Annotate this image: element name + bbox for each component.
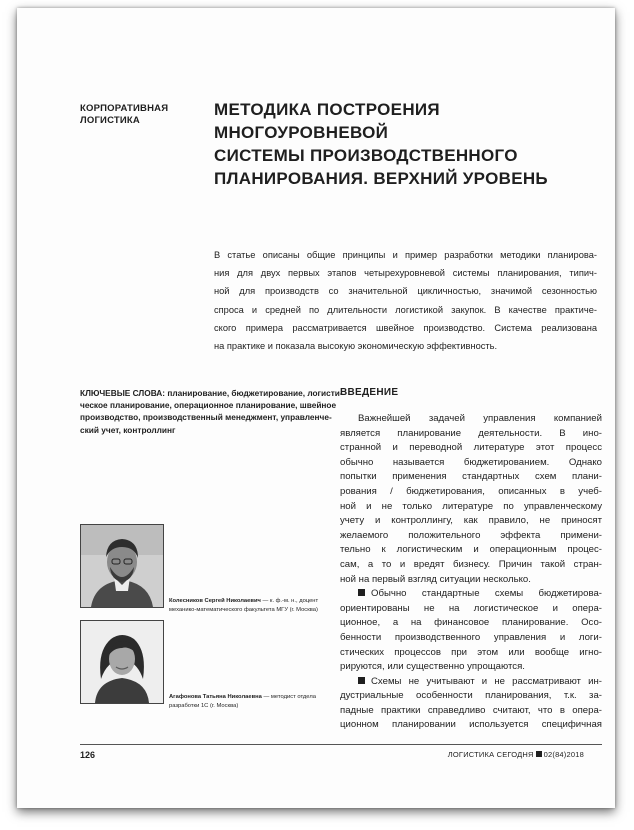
article-title: МЕТОДИКА ПОСТРОЕНИЯ МНОГОУРОВНЕВОЙ СИСТЕМЫ ПРОИЗВОДСТВЕННОГО ПЛАНИРОВАНИЯ. ВЕРХНИЙ УРОВЕНЬ [214, 100, 548, 188]
square-separator-icon [536, 751, 542, 757]
bullet-square-icon [358, 677, 365, 684]
journal-issue: 02(84)2018 [543, 750, 584, 759]
author-photo-agafonova [80, 620, 164, 704]
author-name: Колесников Сергей Николаевич [169, 598, 261, 604]
abstract: В статье описаны общие принципы и пример разработки методики планирова- ния для двух первых этапов четырехуровневой системы планирования, типич- ной для производств со значительной цикличностью, значимой сезонностью спроса и средней по длительности логистикой закупок. В качестве практиче- ского примера рассматривается швейное производство. Система реализована на практике и показала высокую экономическую эффективность. [214, 250, 597, 351]
woman-portrait-image [81, 621, 163, 703]
document-page [17, 8, 615, 808]
section-label: КОРПОРАТИВНАЯ ЛОГИСТИКА [80, 103, 169, 126]
author-caption-agafonova: Агафонова Татьяна Николаевна — методист отдела разработки 1С (г. Москва) [169, 694, 316, 709]
body-text: Важнейшей задачей управления компанией является планирование деятельности. В ино- странной и переводной литературе этот процесс обычно называется бюджетированием. Однако попытки применения стандартных схем плани- рования / бюджетирования, описанных в учеб- ной и не только литературе по управленческому учету и контроллингу, как правило, не приносят желаемого положительного эффекта примени- тельно к логистическим и операционным процес- сам, а то и вредят бизнесу. Причин такой стран- ной на первый взгляд ситуации несколько. Обычно стандартные схемы бюджетирова- ориентированы не на логистическое и опера- ционное, а на финансовое планирование. Осо- бенности производственного управления и логи- стических процессов при этом или вообще игно- рируются, или существенно упрощаются. Схемы не учитывают и не рассматривают ин- дустриальные особенности планирования, т.к. за- падные практики справедливо считают, что в опера- ционном планировании используется специфичная [340, 413, 602, 731]
footer-divider [80, 744, 602, 745]
bullet-square-icon [358, 589, 365, 596]
author-caption-kolesnikov: Колесников Сергей Николаевич — к. ф.-м. н., доцент механико-математического факультета МГУ (г. Москва) [169, 598, 319, 613]
intro-heading: ВВЕДЕНИЕ [340, 387, 399, 398]
journal-footer [448, 750, 584, 759]
keywords: КЛЮЧЕВЫЕ СЛОВА: планирование, бюджетирование, логисти- ческое планирование, операционное планирование, швейное производство, производственный менеджмент, управленче- ский учет, контроллинг [80, 388, 343, 435]
journal-name: ЛОГИСТИКА СЕГОДНЯ [447, 750, 534, 759]
author-photo-kolesnikov [80, 524, 164, 608]
author-name: Агафонова Татьяна Николаевна [169, 694, 262, 700]
page-number: 126 [80, 750, 96, 760]
man-portrait-image [81, 525, 163, 607]
